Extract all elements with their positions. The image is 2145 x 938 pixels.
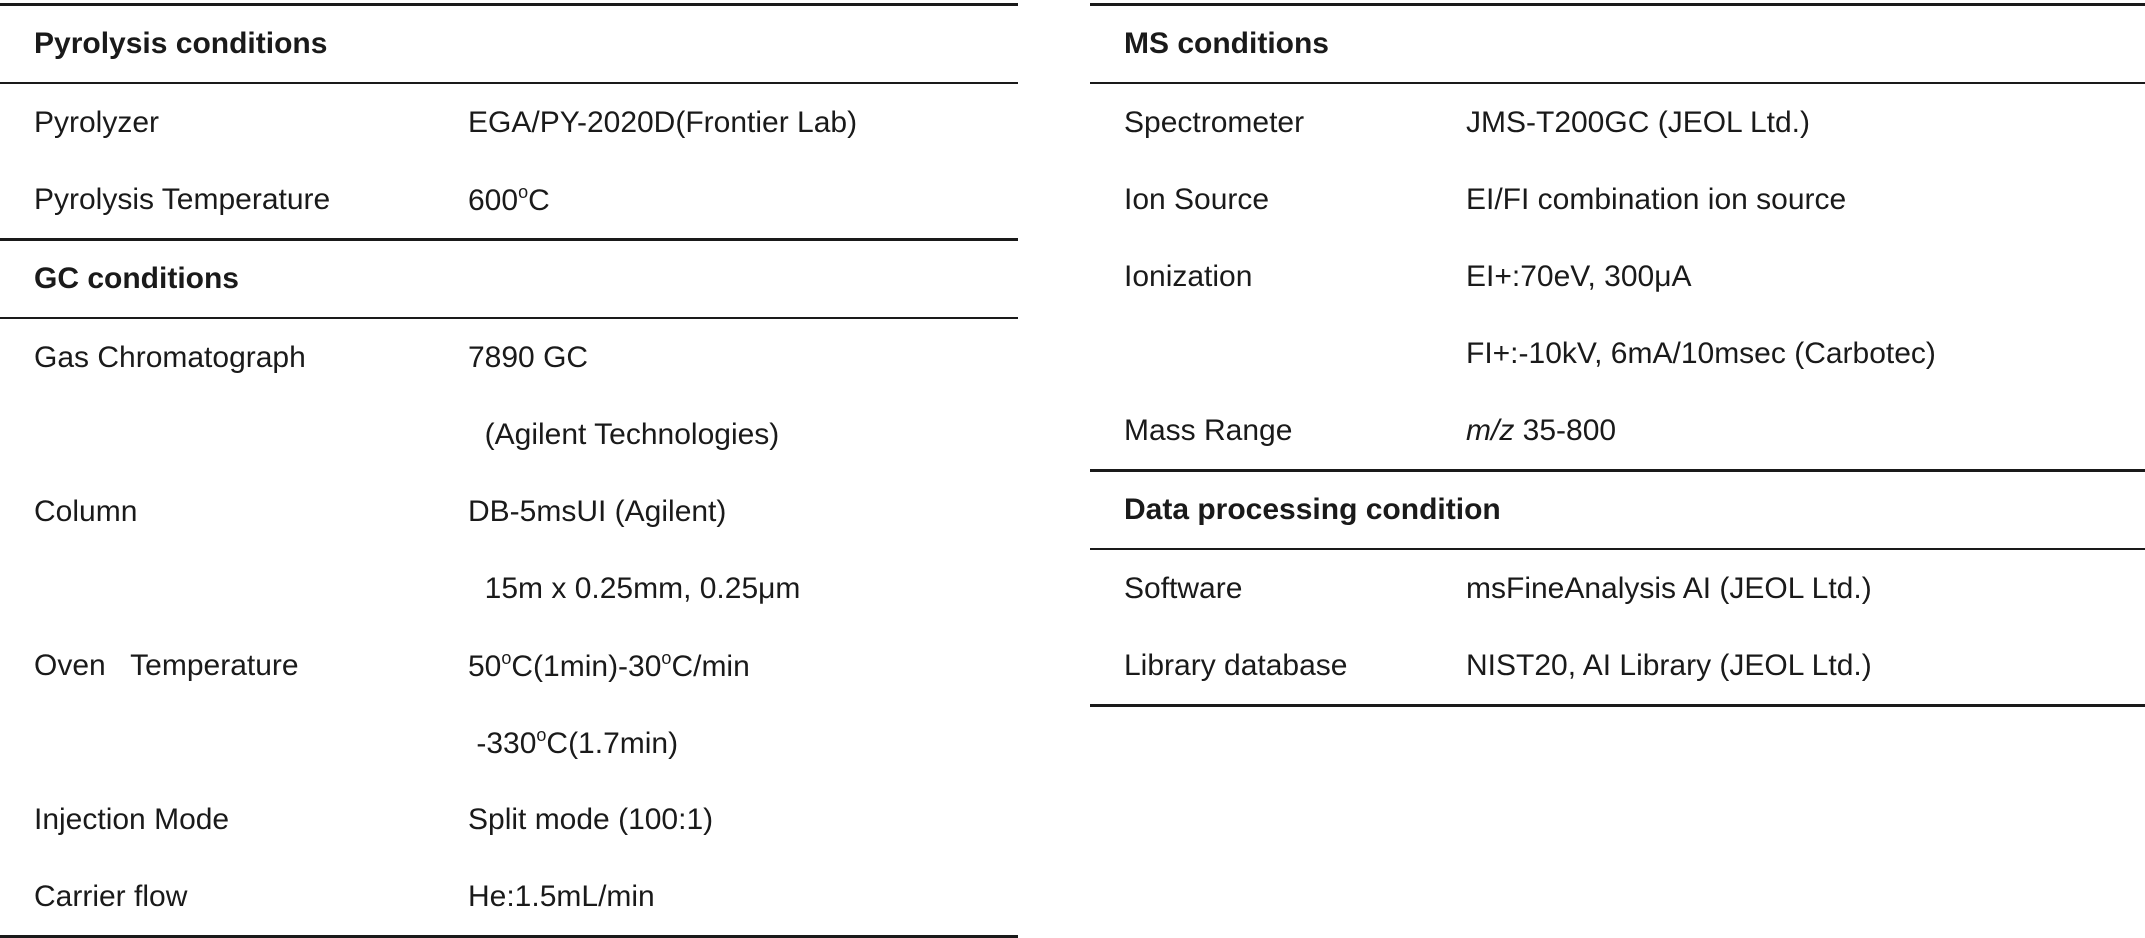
table-row [0,319,1018,396]
row-value: msFineAnalysis AI (JEOL Ltd.) [1466,571,1872,605]
row-label: Ion Source [1124,182,1270,216]
section-title: MS conditions [1124,27,1329,60]
table-row [0,396,1018,473]
row-value [468,183,1018,216]
row-label: Carrier flow [34,879,188,913]
row-label: Oven Temperature [34,648,299,682]
row-value: NIST20, AI Library (JEOL Ltd.) [1466,648,1872,682]
row-value [1466,413,2145,447]
table-row [0,704,1018,781]
degree-mark: o [501,648,512,668]
value-part: C [528,184,550,217]
row-value: EGA/PY-2020D(Frontier Lab) [468,105,858,139]
section-header-ms [1090,6,2145,82]
row-label: Mass Range [1124,413,1293,447]
table-row [0,473,1018,550]
value-part: 600 [468,184,519,217]
row-value: FI+:-10kV, 6mA/10msec (Carbotec) [1466,336,1936,370]
table-row [1090,315,2145,392]
degree-mark: o [536,725,547,745]
section-title: Pyrolysis conditions [34,27,328,60]
row-label: Pyrolysis Temperature [34,182,331,216]
table-row [0,161,1018,238]
degree-mark: o [518,182,529,202]
table-row [0,781,1018,858]
table-row [1090,161,2145,238]
table-row [0,84,1018,161]
section-title: Data processing condition [1124,493,1501,526]
value-part: C(1.7min) [546,727,679,760]
section-title: GC conditions [34,262,239,295]
table-row [0,550,1018,627]
row-label: Spectrometer [1124,105,1305,139]
row-value [468,726,1018,759]
row-value: DB-5msUI (Agilent) [468,494,727,528]
table-row [1090,627,2145,704]
right-conditions-table [1090,0,2145,707]
row-label: Injection Mode [34,802,230,836]
row-value: Split mode (100:1) [468,802,714,836]
row-label: Software [1124,571,1243,605]
left-conditions-table [0,0,1018,938]
row-label: Pyrolyzer [34,105,160,139]
row-value: (Agilent Technologies) [468,417,780,451]
value-part: 35-800 [1514,413,1617,447]
section-header-pyrolysis [0,6,1018,82]
table-row [1090,392,2145,469]
row-label: Ionization [1124,259,1253,293]
table-row [0,858,1018,935]
row-value: 15m x 0.25mm, 0.25μm [468,571,801,605]
value-part: m/z [1466,413,1515,447]
row-value: 7890 GC [468,340,589,374]
value-part: -330 [468,727,537,760]
row-label: Library database [1124,648,1348,682]
section-header-gc [0,241,1018,317]
table-row [1090,550,2145,627]
section-header-data-processing [1090,472,2145,548]
table-row [0,627,1018,704]
row-value: JMS-T200GC (JEOL Ltd.) [1466,105,1810,139]
table-row [1090,84,2145,161]
table-row [1090,238,2145,315]
value-part: 50 [468,650,502,683]
row-value: EI/FI combination ion source [1466,182,1847,216]
value-part: C/min [671,650,750,683]
row-label: Column [34,494,138,528]
table-bottom-rule [1090,704,2145,707]
degree-mark: o [661,648,672,668]
row-value [468,649,1018,682]
row-label: Gas Chromatograph [34,340,306,374]
row-value: EI+:70eV, 300μA [1466,259,1692,293]
value-part: C(1min)-30 [511,650,662,683]
row-value: He:1.5mL/min [468,879,655,913]
